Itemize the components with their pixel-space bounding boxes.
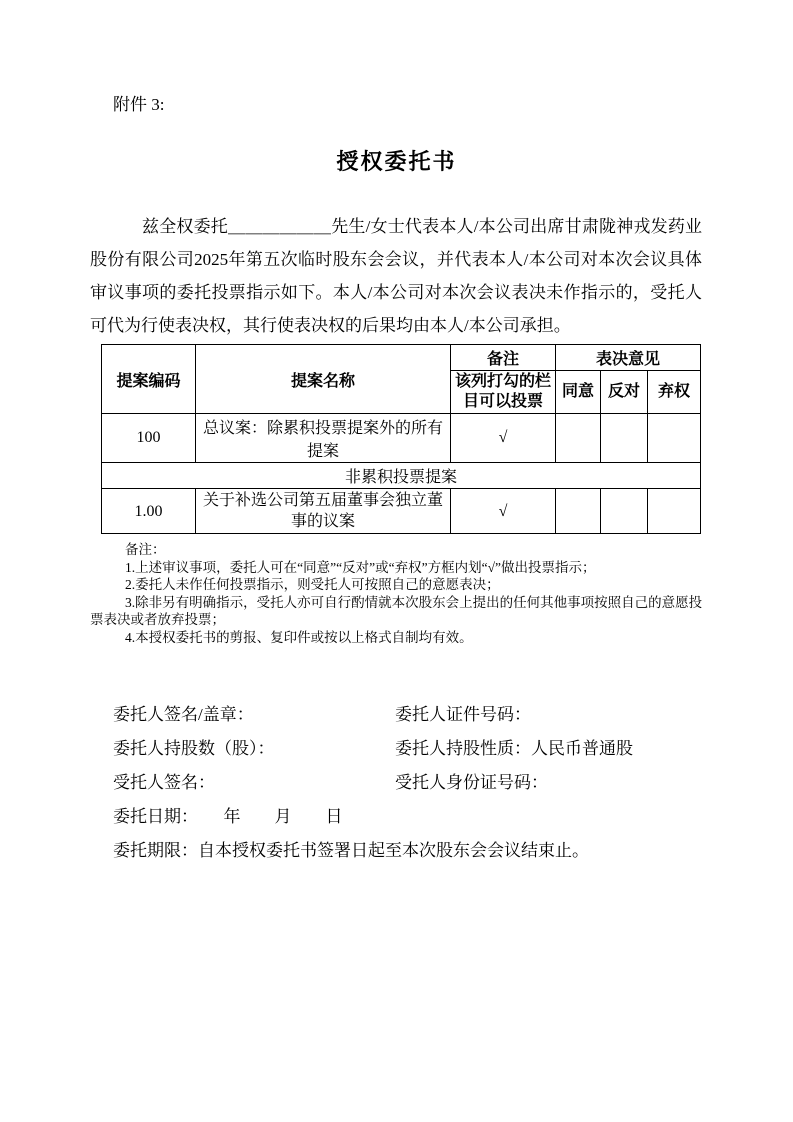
grantor-id-label: 委托人证件号码： [395, 705, 531, 724]
intro-body: 先生/女士代表本人/本公司出席甘肃陇神戎发药业股份有限公司2025年第五次临时股东会会议，并代表本人/本公司对本次会议具体审议事项的委托投票指示如下。本人/本公司对本次会议表决未作指示的，受托人可代为行使表决权，其行使表决权的后果均由本人/本公司承担。 [90, 217, 703, 335]
proposal-code: 100 [102, 414, 196, 463]
grantor-shares-label: 委托人持股数（股）： [113, 739, 275, 758]
check-mark: √ [451, 489, 556, 534]
trustee-id-label: 受托人身份证号码： [395, 773, 548, 792]
trustee-signature-label: 受托人签名： [113, 773, 215, 792]
attachment-label: 附件 3: [113, 95, 165, 114]
vote-cell-agree [556, 489, 601, 534]
proposal-name: 关于补选公司第五届董事会独立董事的议案 [196, 489, 451, 534]
vote-cell-abstain [648, 489, 701, 534]
signature-row-2 [113, 734, 733, 768]
signature-section [113, 700, 733, 870]
notes-section [90, 541, 703, 646]
col-header-remark-note: 该列打勾的栏目可以投票 [451, 371, 556, 414]
vote-cell-agree [556, 414, 601, 463]
col-header-proposal-name: 提案名称 [196, 345, 451, 414]
delegate-name-blank: ＿＿＿＿＿＿ [228, 217, 332, 236]
document-title: 授权委托书 [336, 149, 457, 174]
check-mark: √ [451, 414, 556, 463]
col-header-oppose: 反对 [601, 371, 648, 414]
intro-paragraph [90, 210, 702, 342]
section-row-label: 非累积投票提案 [102, 463, 701, 489]
proposal-row-1-00 [102, 489, 701, 534]
share-type-label: 委托人持股性质： [395, 739, 531, 758]
proposal-name: 总议案：除累积投票提案外的所有提案 [196, 414, 451, 463]
col-header-agree: 同意 [556, 371, 601, 414]
col-header-abstain: 弃权 [648, 371, 701, 414]
share-type-value: 人民币普通股 [531, 739, 633, 758]
delegation-date-line: 委托日期： 年 月 日 [113, 807, 343, 826]
notes-label: 备注： [125, 542, 166, 557]
section-row [102, 463, 701, 489]
proposal-row-100 [102, 414, 701, 463]
table-header-row-1 [102, 345, 701, 371]
proposals-table [101, 344, 701, 534]
intro-prefix: 兹全权委托 [142, 217, 228, 236]
note-item-2: 2.委托人未作任何投票指示，则受托人可按照自己的意愿表决； [125, 577, 500, 592]
col-header-vote-opinion: 表决意见 [556, 345, 701, 371]
note-item-3: 3.除非另有明确指示，受托人亦可自行酌情就本次股东会上提出的任何其他事项按照自己的意愿投票表决或者放弃投票； [90, 594, 703, 627]
col-header-remark: 备注 [451, 345, 556, 371]
signature-row-1 [113, 700, 733, 734]
vote-cell-abstain [648, 414, 701, 463]
vote-cell-oppose [601, 489, 648, 534]
signature-row-3 [113, 768, 733, 802]
note-item-4: 4.本授权委托书的剪报、复印件或按以上格式自制均有效。 [125, 629, 473, 645]
delegation-term-line: 委托期限：自本授权委托书签署日起至本次股东会会议结束止。 [113, 841, 589, 860]
col-header-proposal-code: 提案编码 [102, 345, 196, 414]
vote-cell-oppose [601, 414, 648, 463]
term-row [113, 836, 733, 870]
grantor-signature-label: 委托人签名/盖章： [113, 705, 254, 724]
proposal-code: 1.00 [102, 489, 196, 534]
date-row [113, 802, 733, 836]
note-item-1: 1.上述审议事项，委托人可在“同意”“反对”或“弃权”方框内划“√”做出投票指示； [125, 559, 596, 575]
